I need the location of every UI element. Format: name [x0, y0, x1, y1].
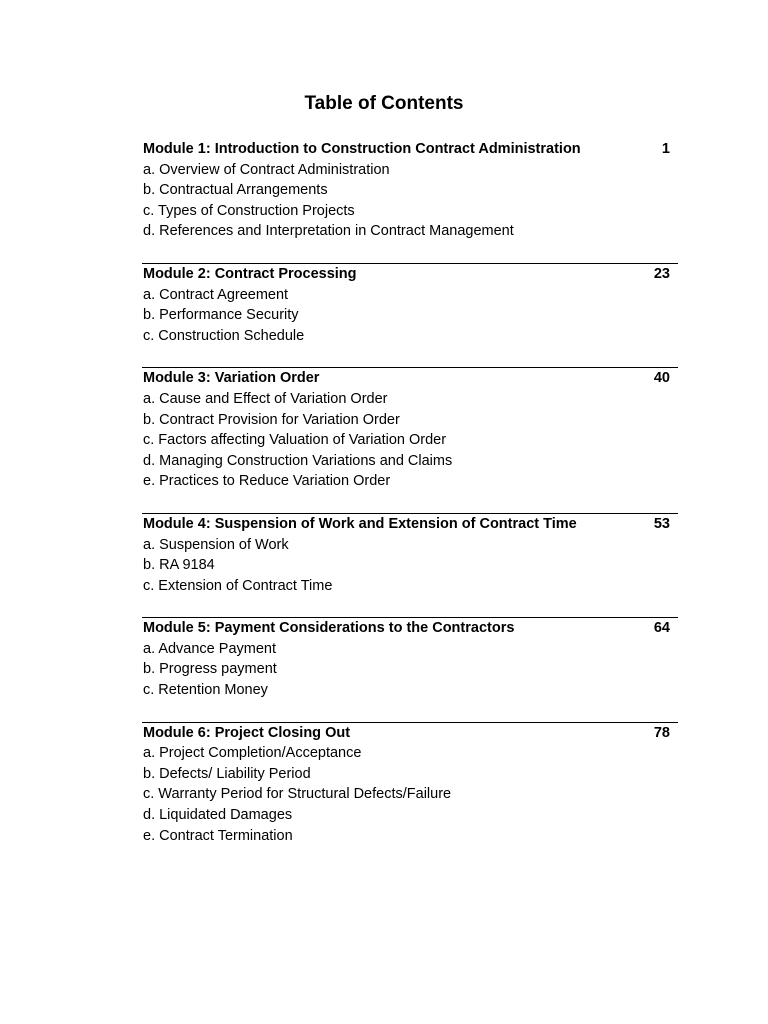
- toc-item: a. Contract Agreement: [143, 286, 289, 303]
- toc-item: a. Suspension of Work: [143, 536, 289, 553]
- module-heading: [142, 618, 678, 639]
- toc-item: a. Overview of Contract Administration: [143, 161, 390, 178]
- toc-module-4: [142, 513, 678, 596]
- module-title: Module 5: Payment Considerations to the Contractors: [143, 620, 515, 637]
- toc-item: c. Extension of Contract Time: [143, 577, 333, 594]
- toc-item: d. Liquidated Damages: [143, 807, 293, 824]
- module-page-number: 64: [653, 620, 670, 637]
- module-heading: [142, 139, 678, 160]
- toc-item: d. Managing Construction Variations and Claims: [143, 452, 453, 469]
- toc-module-2: [142, 263, 678, 346]
- toc-module-1: [142, 139, 678, 242]
- table-of-contents: [142, 139, 678, 846]
- module-heading: [142, 514, 678, 535]
- page-title: Table of Contents: [304, 93, 464, 114]
- toc-item: c. Warranty Period for Structural Defects/Failure: [143, 786, 452, 803]
- toc-item: b. Performance Security: [143, 307, 299, 324]
- module-page-number: 78: [653, 724, 670, 741]
- toc-item: a. Advance Payment: [143, 640, 276, 657]
- module-title: Module 3: Variation Order: [143, 370, 320, 387]
- module-title: Module 1: Introduction to Construction Contract Administration: [143, 141, 581, 157]
- toc-item: b. Contractual Arrangements: [143, 182, 328, 199]
- toc-item: b. Progress payment: [143, 661, 277, 678]
- module-title: Module 6: Project Closing Out: [143, 724, 351, 741]
- toc-module-5: [142, 617, 678, 700]
- toc-item: c. Factors affecting Valuation of Variation Order: [143, 432, 447, 449]
- module-title: Module 2: Contract Processing: [143, 265, 357, 282]
- module-heading: [142, 723, 678, 744]
- module-heading: [142, 264, 678, 285]
- toc-item: d. References and Interpretation in Contract Management: [143, 223, 514, 240]
- toc-item: e. Contract Termination: [143, 827, 293, 844]
- toc-module-6: [142, 722, 678, 847]
- toc-item: a. Project Completion/Acceptance: [143, 745, 362, 762]
- toc-item: a. Cause and Effect of Variation Order: [143, 390, 388, 407]
- toc-item: e. Practices to Reduce Variation Order: [143, 473, 391, 490]
- toc-item: c. Types of Construction Projects: [143, 202, 355, 219]
- module-page-number: 40: [653, 370, 670, 387]
- module-page-number: 23: [653, 265, 670, 282]
- toc-item: b. RA 9184: [143, 557, 215, 574]
- toc-item: b. Defects/ Liability Period: [143, 765, 311, 782]
- toc-item: c. Retention Money: [143, 682, 268, 699]
- module-page-number: 1: [661, 141, 670, 157]
- module-title: Module 4: Suspension of Work and Extension of Contract Time: [143, 515, 577, 532]
- toc-item: c. Construction Schedule: [143, 327, 305, 344]
- module-heading: [142, 368, 678, 389]
- toc-module-3: [142, 367, 678, 492]
- module-page-number: 53: [653, 515, 670, 532]
- toc-item: b. Contract Provision for Variation Order: [143, 411, 400, 428]
